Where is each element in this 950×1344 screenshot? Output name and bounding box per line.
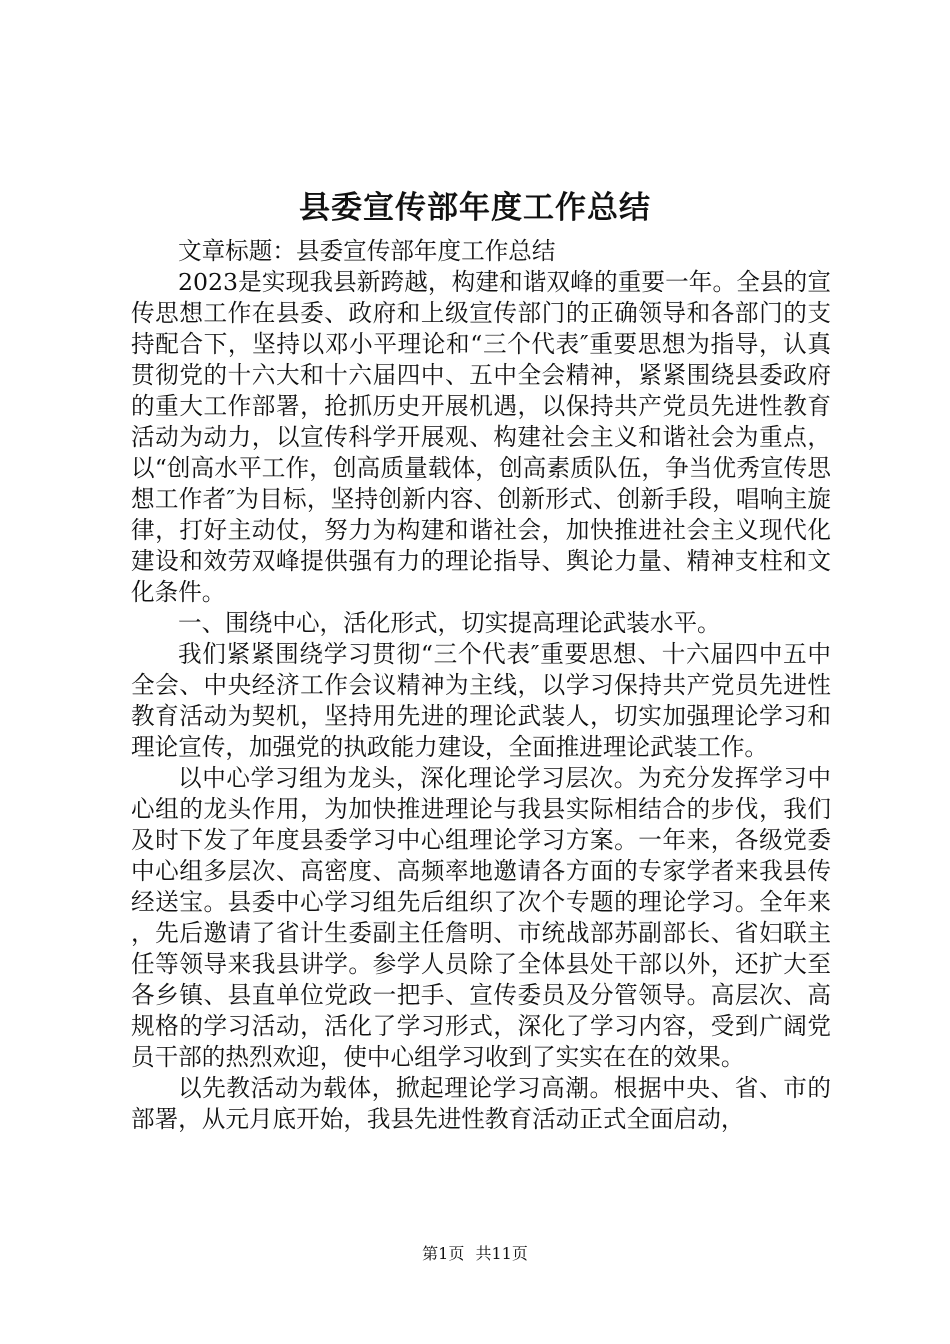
body-paragraph: 我们紧紧围绕学习贯彻“三个代表″重要思想、十六届四中五中全会、中央经济工作会议精神为主线，以学习保持共产党员先进性教育活动为契机，坚持用先进的理论武装人，切实加强理论学习和理论宣传，加强党的执政能力建设，全面推进理论武装工作。 <box>131 640 831 761</box>
intro-paragraph: 2023是实现我县新跨越，构建和谐双峰的重要一年。全县的宣传思想工作在县委、政府和上级宣传部门的正确领导和各部门的支持配合下，坚持以邓小平理论和“三个代表″重要思想为指导，认真贯彻党的十六大和十六届四中、五中全会精神，紧紧围绕县委政府的重大工作部署，抢抓历史开展机遇，以保持共产党员先进性教育活动为动力，以宣传科学开展观、构建社会主义和谐社会为重点，以“创高水平工作，创高质量载体，创高素质队伍，争当优秀宣传思想工作者″为目标，坚持创新内容、创新形式、创新手段，唱响主旋律，打好主动仗，努力为构建和谐社会，加快推进社会主义现代化建设和效劳双峰提供强有力的理论指导、舆论力量、精神支柱和文化条件。 <box>131 268 831 606</box>
page-footer <box>0 1243 950 1265</box>
page-total: 共11页 <box>475 1244 528 1263</box>
document-title: 县委宣传部年度工作总结 <box>299 190 651 226</box>
article-title-line: 文章标题：县委宣传部年度工作总结 <box>178 237 556 265</box>
page-number: 第1页 <box>422 1244 465 1263</box>
body-paragraph: 以先教活动为载体，掀起理论学习高潮。根据中央、省、市的部署，从元月底开始，我县先进性教育活动正式全面启动， <box>131 1074 831 1133</box>
body-paragraph: 以中心学习组为龙头，深化理论学习层次。为充分发挥学习中心组的龙头作用，为加快推进理论与我县实际相结合的步伐，我们及时下发了年度县委学习中心组理论学习方案。一年来，各级党委中心组多层次、高密度、高频率地邀请各方面的专家学者来我县传经送宝。县委中心学习组先后组织了次个专题的理论学习。全年来，先后邀请了省计生委副主任詹明、市统战部苏副部长、省妇联主任等领导来我县讲学。参学人员除了全体县处干部以外，还扩大至各乡镇、县直单位党政一把手、宣传委员及分管领导。高层次、高规格的学习活动，活化了学习形式，深化了学习内容，受到广阔党员干部的热烈欢迎，使中心组学习收到了实实在在的效果。 <box>131 764 831 1071</box>
section-heading: 一、围绕中心，活化形式，切实提高理论武装水平。 <box>178 609 721 637</box>
document-body <box>131 236 831 1135</box>
